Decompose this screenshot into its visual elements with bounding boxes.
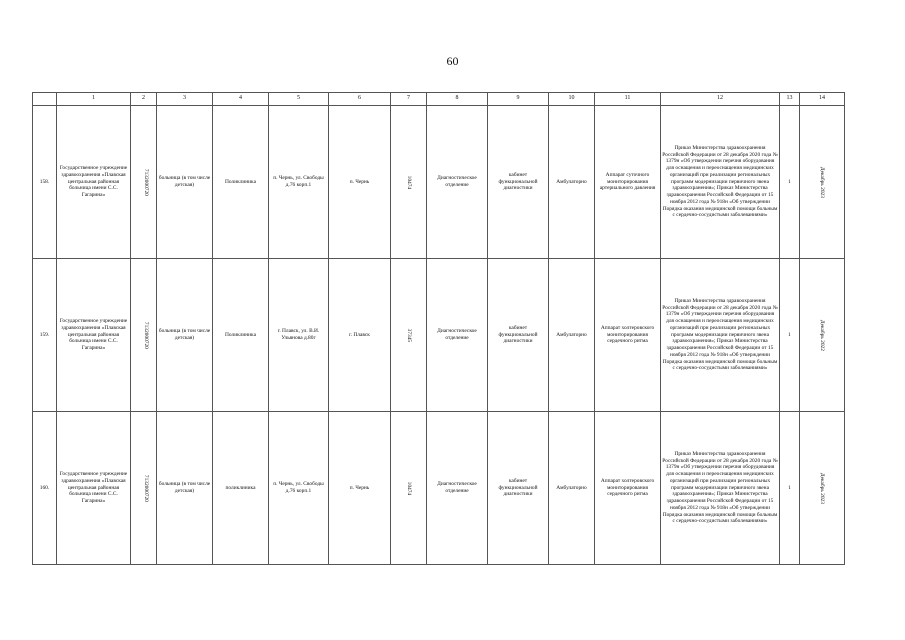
care-mode-cell: Амбулаторно [549, 412, 595, 565]
legal-basis-cell: Приказ Министерства здравоохранения Российской Федерации от 28 декабря 2020 года № 1379н «Об утверждении перечня оборудования для оснащения и переоснащения медицинских организаций при реализации региональных программ модернизации первичного звена здравоохранения»; Приказ Министерства здравоохранения Российской Федерации от 15 ноября 2012 года № 918н «Об утверждении Порядка оказания медицинской помощи больным с сердечно-сосудистыми заболеваниями» [661, 259, 780, 412]
row-number: 158. [33, 106, 57, 259]
date-cell [800, 412, 845, 565]
table-row [33, 106, 845, 259]
header-cell: 2 [131, 93, 157, 106]
legal-basis-cell: Приказ Министерства здравоохранения Российской Федерации от 28 декабря 2020 года № 1379н «Об утверждении перечня оборудования для оснащения и переоснащения медицинских организаций при реализации региональных программ модернизации первичного звена здравоохранения»; Приказ Министерства здравоохранения Российской Федерации от 15 ноября 2012 года № 918н «Об утверждении Порядка оказания медицинской помощи больным с сердечно-сосудистыми заболеваниями» [661, 412, 780, 565]
device-cell: Аппарат холтеровского мониторирования сердечного ритма [595, 412, 661, 565]
room-cell: кабинет функциональной диагностики [488, 106, 549, 259]
inn-text: 7132000720 [142, 168, 149, 196]
facility-type-cell: больница (в том числе детская) [157, 259, 213, 412]
header-cell: 4 [213, 93, 269, 106]
page-number: 60 [446, 54, 459, 68]
address-cell: п. Чернь, ул. Свободы д.76 корп.1 [269, 106, 329, 259]
table-row [33, 259, 845, 412]
address-cell: г. Плавск, ул. В.И. Ульянова д.80г [269, 259, 329, 412]
device-cell: Аппарат суточного мониторирования артериального давления [595, 106, 661, 259]
header-cell: 12 [661, 93, 780, 106]
date-text: Декабрь 2023 [819, 472, 826, 504]
equipment-table [32, 92, 845, 565]
inn-text: 7132000720 [142, 474, 149, 502]
header-cell: 7 [391, 93, 427, 106]
organization-cell: Государственное учреждение здравоохранения «Плавская центральная районная больница имени С.С. Гагарина» [57, 106, 131, 259]
facility-type-cell: больница (в том числе детская) [157, 412, 213, 565]
header-cell [33, 93, 57, 106]
date-cell [800, 259, 845, 412]
row-number: 159. [33, 259, 57, 412]
quantity-cell: 1 [780, 259, 800, 412]
facility-type-cell: больница (в том числе детская) [157, 106, 213, 259]
header-cell: 8 [427, 93, 488, 106]
room-cell: кабинет функциональной диагностики [488, 412, 549, 565]
inn-cell [131, 259, 157, 412]
locality-cell: п. Чернь [329, 412, 391, 565]
header-cell: 13 [780, 93, 800, 106]
quantity-cell: 1 [780, 106, 800, 259]
date-cell [800, 106, 845, 259]
code-text: 10474 [405, 481, 412, 495]
inn-cell [131, 106, 157, 259]
subdivision-cell: поликлиника [213, 412, 269, 565]
header-cell: 6 [329, 93, 391, 106]
subdivision-cell: Поликлиника [213, 106, 269, 259]
header-cell: 5 [269, 93, 329, 106]
code-text: 37345 [405, 328, 412, 342]
header-cell: 11 [595, 93, 661, 106]
organization-cell: Государственное учреждение здравоохранения «Плавская центральная районная больница имени С.С. Гагарина» [57, 259, 131, 412]
header-row [33, 93, 845, 106]
care-mode-cell: Амбулаторно [549, 106, 595, 259]
device-cell: Аппарат холтеровского мониторирования сердечного ритма [595, 259, 661, 412]
locality-cell: п. Чернь [329, 106, 391, 259]
quantity-cell: 1 [780, 412, 800, 565]
address-cell: п. Чернь, ул. Свободы д.76 корп.1 [269, 412, 329, 565]
code-cell [391, 106, 427, 259]
row-number: 160. [33, 412, 57, 565]
header-cell: 3 [157, 93, 213, 106]
inn-cell [131, 412, 157, 565]
department-cell: Диагностическое отделение [427, 412, 488, 565]
legal-basis-cell: Приказ Министерства здравоохранения Российской Федерации от 28 декабря 2020 года № 1379н «Об утверждении перечня оборудования для оснащения и переоснащения медицинских организаций при реализации региональных программ модернизации первичного звена здравоохранения»; Приказ Министерства здравоохранения Российской Федерации от 15 ноября 2012 года № 918н «Об утверждении Порядка оказания медицинской помощи больным с сердечно-сосудистыми заболеваниями» [661, 106, 780, 259]
subdivision-cell: Поликлиника [213, 259, 269, 412]
code-cell [391, 259, 427, 412]
organization-cell: Государственное учреждение здравоохранения «Плавская центральная районная больница имени С.С. Гагарина» [57, 412, 131, 565]
care-mode-cell: Амбулаторно [549, 259, 595, 412]
inn-text: 7132000720 [142, 321, 149, 349]
table-row [33, 412, 845, 565]
department-cell: Диагностическое отделение [427, 106, 488, 259]
room-cell: кабинет функциональной диагностики [488, 259, 549, 412]
date-text: Декабрь 2022 [819, 319, 826, 351]
header-cell: 10 [549, 93, 595, 106]
department-cell: Диагностическое отделение [427, 259, 488, 412]
header-cell: 14 [800, 93, 845, 106]
header-cell: 9 [488, 93, 549, 106]
code-text: 10474 [405, 175, 412, 189]
header-cell: 1 [57, 93, 131, 106]
date-text: Декабрь 2023 [819, 166, 826, 198]
locality-cell: г. Плавск [329, 259, 391, 412]
code-cell [391, 412, 427, 565]
